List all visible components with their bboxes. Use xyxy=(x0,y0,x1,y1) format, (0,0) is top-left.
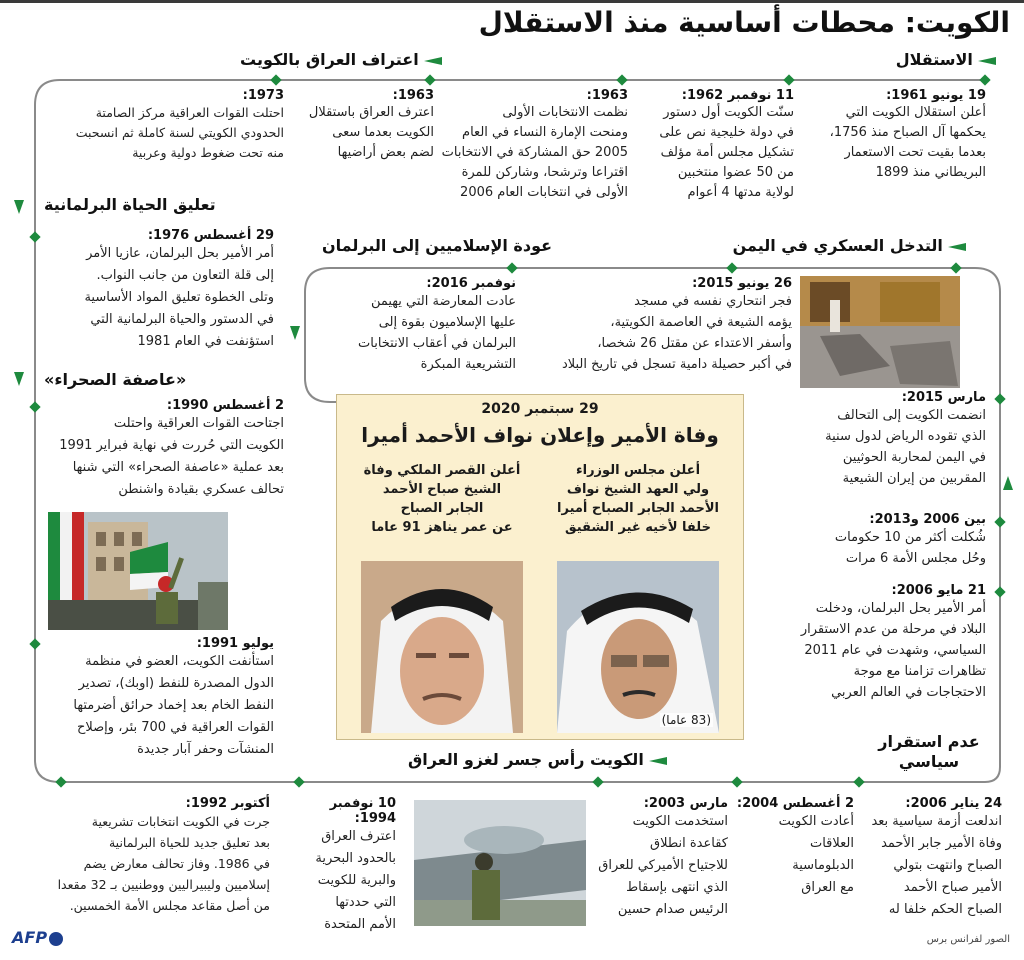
afp-dot-icon xyxy=(49,932,63,946)
section-islamists xyxy=(322,236,552,255)
event-date: مارس 2015: xyxy=(901,390,986,405)
event-text: سنّت الكويت أول دستور في دولة خليجية نص على تشكيل مجلس أمة مؤلف من 50 عضوا منتخبين لولاية مدتها 4 أعوام xyxy=(659,105,794,200)
event-text: جرت في الكويت انتخابات تشريعية بعد تعليق جديد للحياة البرلمانية في 1986. وفاز تحالف معارض يضم إسلاميين وليبيراليين ووطنيين بـ 32 مقعدا من أصل مقاعد مجلس الأمة الخمسين. xyxy=(57,814,270,913)
event-text: أمر الأمير بحل البرلمان، عازيا الأمر إلى قلة التعاون من جانب النواب. وتلى الخطوة تعليق المواد الأساسية في الدستور والحياة البرلمانية التي استؤنفت في العام 1981 xyxy=(84,246,274,349)
down-arrow-icon xyxy=(290,326,300,340)
event-date: 2 أغسطس 1990: xyxy=(166,398,284,413)
portrait-nawaf-art xyxy=(557,561,719,733)
event-date: 21 مايو 2006: xyxy=(891,583,986,598)
event-1973 xyxy=(34,88,284,163)
event-date: أكتوبر 1992: xyxy=(185,796,270,811)
event-1961 xyxy=(806,88,986,183)
event-1962 xyxy=(624,88,794,203)
section-yemen-label: التدخل العسكري في اليمن xyxy=(732,236,943,255)
feature-right-text: أعلن مجلس الوزراء ولي العهد الشيخ نواف الأحمد الجابر الصباح أميرا خلفا لأخيه غير الشقيق xyxy=(557,463,719,535)
section-parliament-suspension xyxy=(44,195,216,214)
section-islamists-label: عودة الإسلاميين إلى البرلمان xyxy=(322,236,553,255)
flag-arrow-icon xyxy=(424,57,442,65)
event-2004 xyxy=(734,796,854,899)
event-1994 xyxy=(296,796,396,936)
event-date: 24 يناير 2006: xyxy=(905,796,1002,811)
event-text: نظمت الانتخابات الأولى ومنحت الإمارة النساء في العام 2005 حق المشاركة في الانتخابات اقتراعا وترشحا، وشاركن للمرة الأولى في انتخابات العام 2006 xyxy=(441,105,628,200)
event-date: نوفمبر 2016: xyxy=(426,276,516,291)
event-date: 19 يونيو 1961: xyxy=(886,88,986,103)
liberation-photo xyxy=(48,512,228,630)
event-2006j xyxy=(852,796,1002,921)
feature-box xyxy=(336,394,744,740)
flag-arrow-icon xyxy=(948,243,966,251)
down-arrow-icon xyxy=(14,372,24,386)
event-text: اجتاحت القوات العراقية واحتلت الكويت التي حُررت في نهاية فبراير 1991 بعد عملية «عاصفة الصحراء» التي شنها تحالف عسكري بقيادة واشنطن xyxy=(59,416,284,497)
event-1992 xyxy=(30,796,270,916)
event-date: يوليو 1991: xyxy=(196,636,274,651)
down-arrow-icon xyxy=(14,200,24,214)
jet-photo xyxy=(414,800,586,926)
flag-arrow-icon xyxy=(978,57,996,65)
event-date: بين 2006 و2013: xyxy=(869,512,986,527)
feature-left-text: أعلن القصر الملكي وفاة الشيخ صباح الأحمد الجابر الصباح عن عمر يناهز 91 عاما xyxy=(363,463,521,535)
event-text: فجر انتحاري نفسه في مسجد يؤمه الشيعة في العاصمة الكويتية، وأسفر الاعتداء عن مقتل 26 شخصا، في أكبر حصيلة دامية تسجل في تاريخ البلاد xyxy=(561,294,792,372)
event-2016 xyxy=(326,276,516,375)
section-iraq-recognition xyxy=(240,50,442,69)
event-2003 xyxy=(588,796,728,921)
mosque-photo-art xyxy=(800,276,960,388)
event-text: انضمت الكويت إلى التحالف الذي تقوده الرياض لدول سنية في اليمن لمحاربة الحوثيين المقربين من إيران الشيعية xyxy=(825,408,986,486)
portrait-sabah xyxy=(361,561,523,733)
event-text: شُكلت أكثر من 10 حكومات وحُل مجلس الأمة 6 مرات xyxy=(834,530,986,566)
event-text: استخدمت الكويت كقاعدة انطلاق للاجتياح الأميركي للعراق الذي انتهى بإسقاط الرئيس صدام حسين xyxy=(598,814,728,917)
event-date: مارس 2003: xyxy=(643,796,728,811)
section-parliament-suspension-label: تعليق الحياة البرلمانية xyxy=(44,195,216,214)
event-text: استأنفت الكويت، العضو في منظمة الدول المصدرة للنفط (اوبك)، تصدير النفط الخام بعد إخماد حرائق أضرمتها القوات العراقية في 700 بئر، وإصلاح المنشآت وحفر آبار جديدة xyxy=(73,654,274,757)
section-instability xyxy=(874,732,984,772)
liberation-photo-art xyxy=(48,512,228,630)
event-2015j xyxy=(532,276,792,375)
event-date: 2 أغسطس 2004: xyxy=(736,796,854,811)
event-date: 1973: xyxy=(242,88,284,103)
event-date: 11 نوفمبر 1962: xyxy=(681,88,794,103)
section-desert-storm-label: «عاصفة الصحراء» xyxy=(44,370,187,389)
page-title: الكويت: محطات أساسية منذ الاستقلال xyxy=(478,6,1010,39)
afp-logo xyxy=(12,928,63,947)
feature-headline: وفاة الأمير وإعلان نواف الأحمد أميرا xyxy=(361,423,719,447)
event-text: أعادت الكويت العلاقات الدبلوماسية مع العراق xyxy=(778,814,854,895)
event-1976 xyxy=(44,228,274,353)
section-independence-label: الاستقلال xyxy=(895,50,973,69)
section-independence xyxy=(896,50,996,69)
portrait-sabah-art xyxy=(361,561,523,733)
event-1990 xyxy=(44,398,284,501)
event-date: 29 أغسطس 1976: xyxy=(147,228,274,243)
event-text: اعترف العراق باستقلال الكويت بعدما سعى لضم بعض أراضيها xyxy=(308,105,434,160)
event-date: 26 يونيو 2015: xyxy=(692,276,792,291)
mosque-photo xyxy=(800,276,960,388)
event-date: 1963: xyxy=(392,88,434,103)
event-text: عادت المعارضة التي يهيمن عليها الإسلاميون بقوة إلى البرلمان في أعقاب الانتخابات التشريعية المبكرة xyxy=(358,294,516,372)
flag-arrow-icon xyxy=(649,757,667,765)
age-caption: (83 عاما) xyxy=(661,713,711,727)
event-date: 10 نوفمبر 1994: xyxy=(329,796,396,826)
up-arrow-icon xyxy=(1003,476,1013,490)
portrait-nawaf xyxy=(557,561,719,733)
section-bridgehead-label: الكويت رأس جسر لغزو العراق xyxy=(408,750,644,769)
photo-credit: الصور لفرانس برس xyxy=(926,934,1010,945)
event-2006-2013 xyxy=(776,512,986,569)
event-text: احتلت القوات العراقية مركز الصامتة الحدودي الكويتي لسنة كاملة ثم انسحبت منه تحت ضغوط دولية وعربية xyxy=(75,105,284,160)
feature-date: 29 سبتمبر 2020 xyxy=(481,401,599,417)
event-text: اندلعت أزمة سياسية بعد وفاة الأمير جابر الأحمد الصباح وانتهت بتولي الأمير صباح الأحمد الصباح الحكم خلفا له xyxy=(871,814,1002,917)
section-bridgehead xyxy=(408,750,667,769)
jet-photo-art xyxy=(414,800,586,926)
event-1963a xyxy=(418,88,628,203)
event-text: أمر الأمير بحل البرلمان، ودخلت البلاد في مرحلة من عدم الاستقرار السياسي، وشهدت في عام 2011 تظاهرات تزامنا مع موجة الاحتجاجات في العالم العربي xyxy=(800,601,986,700)
section-iraq-recognition-label: اعتراف العراق بالكويت xyxy=(240,50,419,69)
event-1991 xyxy=(44,636,274,761)
section-desert-storm xyxy=(44,370,186,389)
event-text: اعترف العراق بالحدود البحرية والبرية للكويت التي حددتها الأمم المتحدة xyxy=(315,829,396,932)
afp-logo-text: AFP xyxy=(12,928,48,947)
section-yemen xyxy=(733,236,966,255)
event-1963b xyxy=(284,88,434,163)
event-2015m xyxy=(776,390,986,489)
event-date: 1963: xyxy=(586,88,628,103)
section-instability-label: عدم استقرار سياسي xyxy=(878,732,980,771)
event-2006m xyxy=(766,583,986,703)
event-text: أعلن استقلال الكويت التي يحكمها آل الصباح منذ 1756، بعدما بقيت تحت الاستعمار البريطاني منذ 1899 xyxy=(829,105,986,180)
